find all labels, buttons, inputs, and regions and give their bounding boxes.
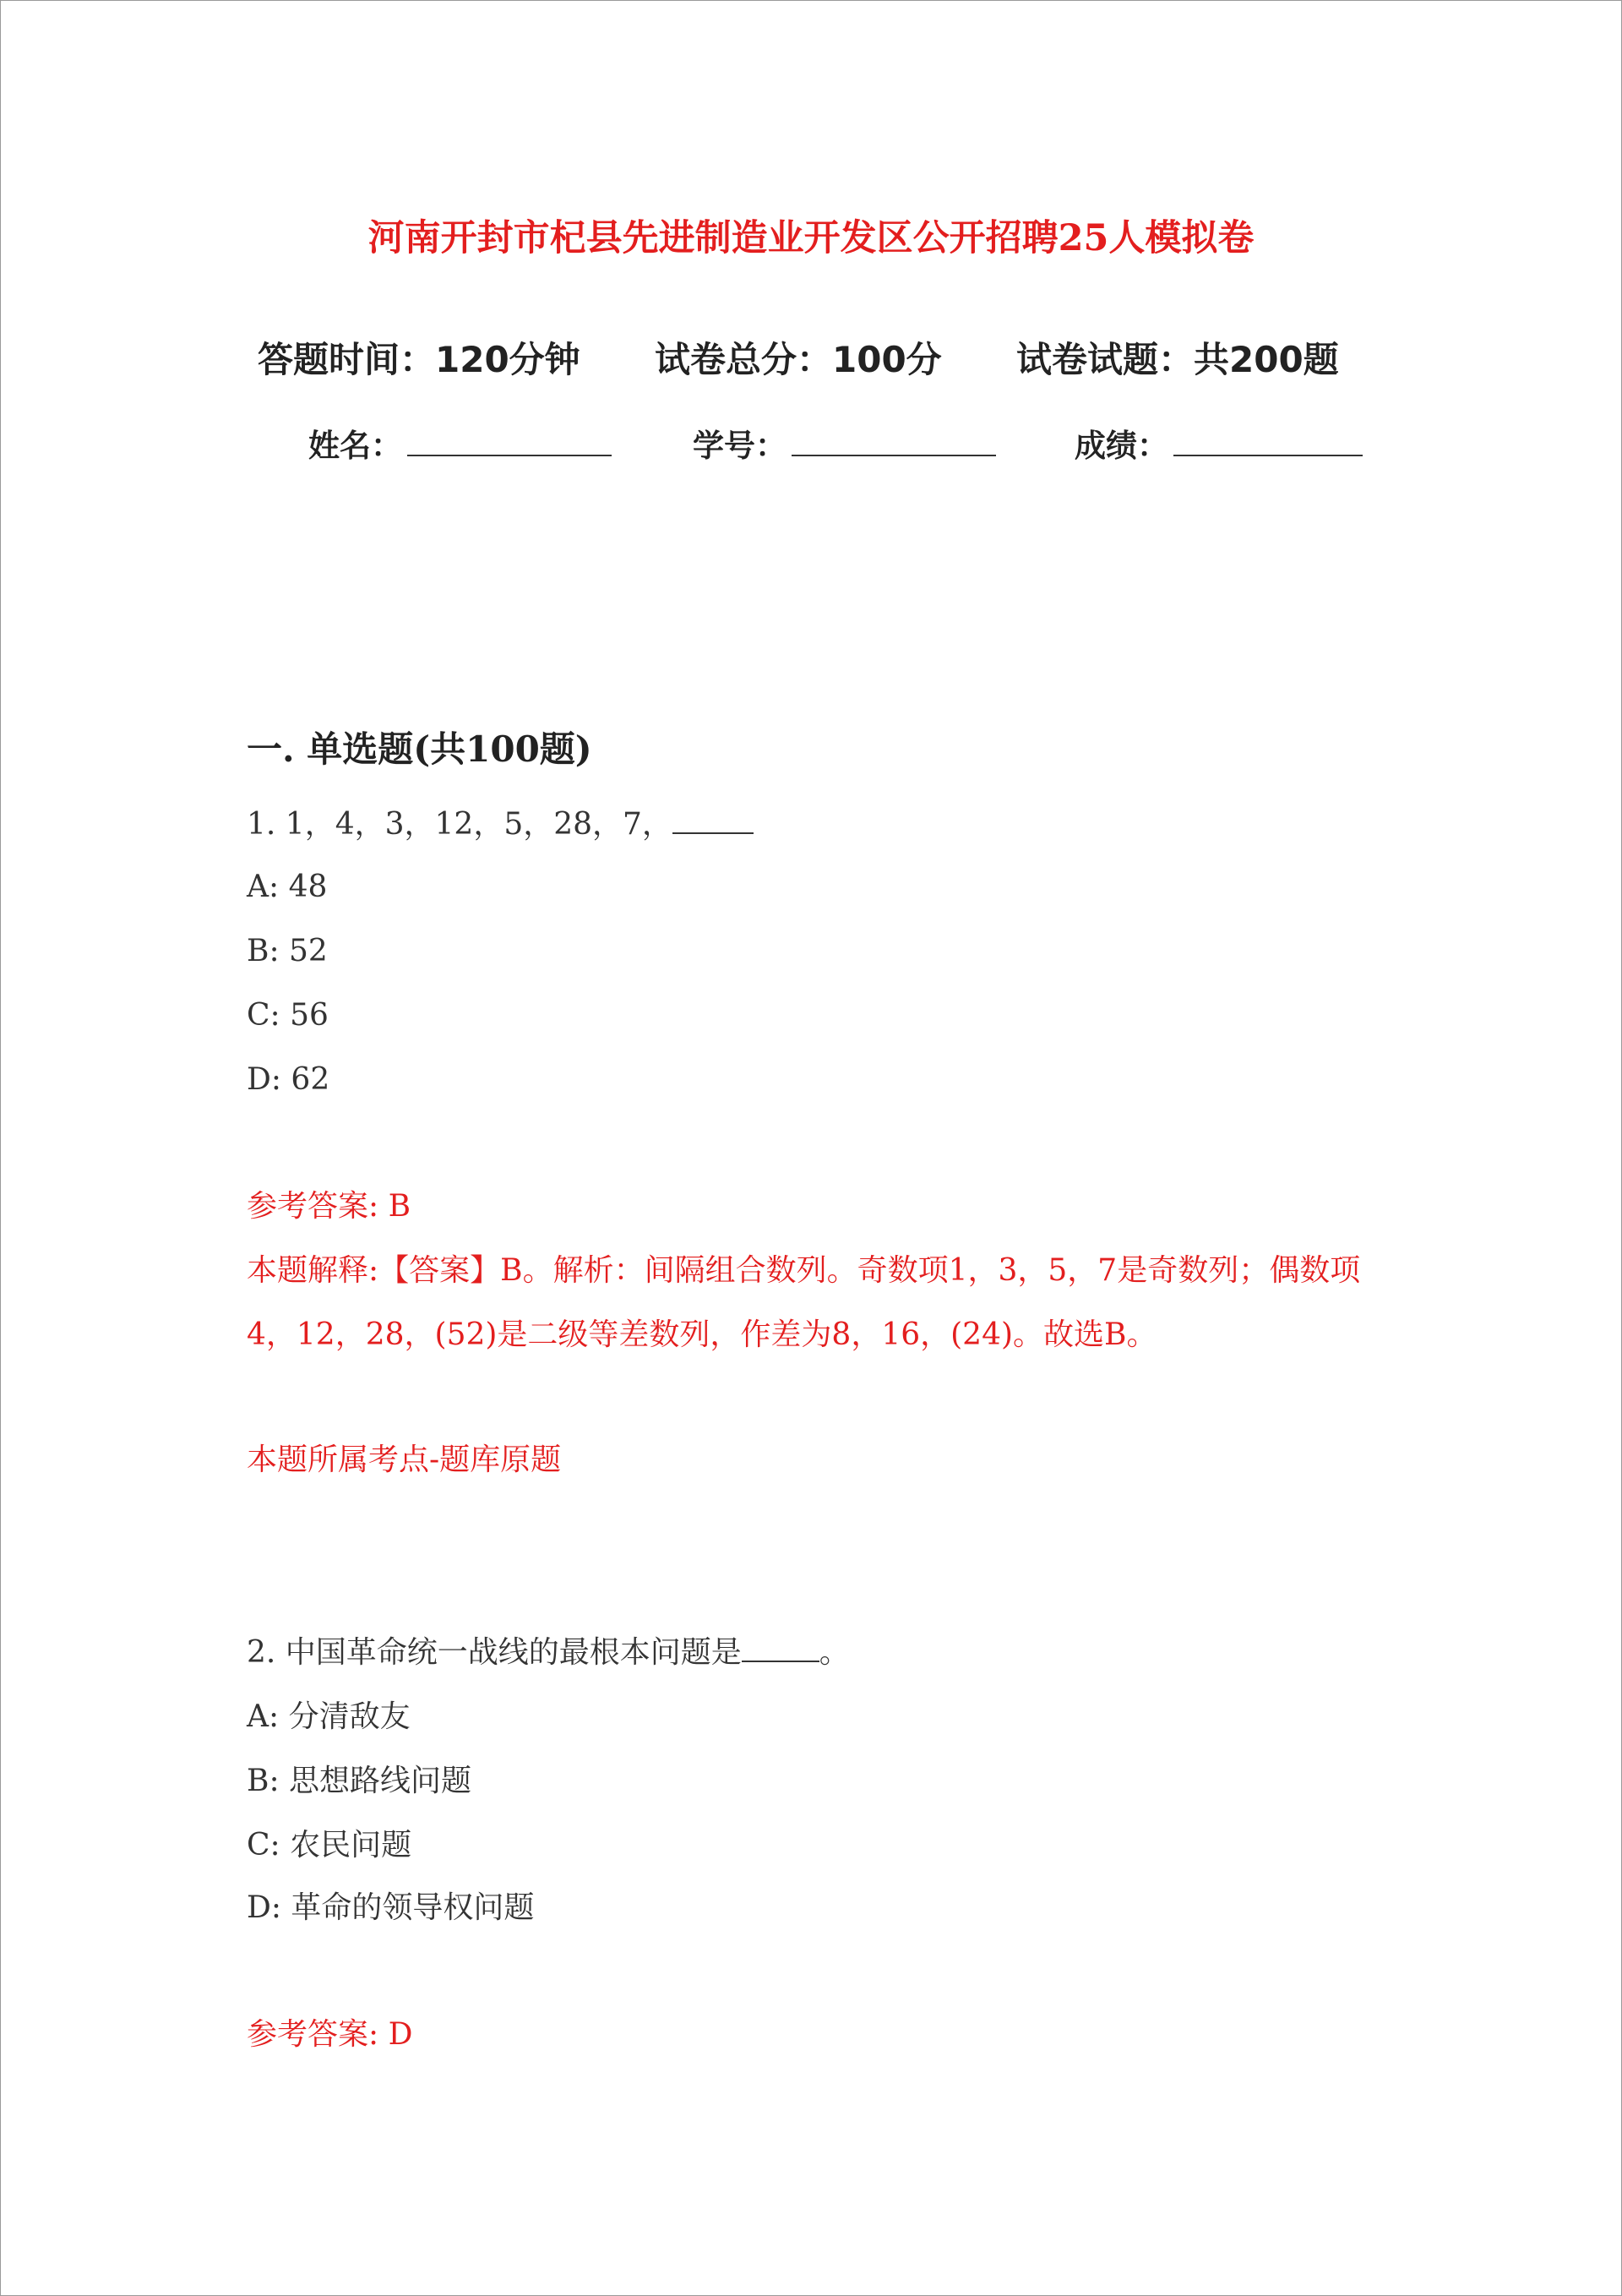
exam-duration: 答题时间：120分钟 xyxy=(258,339,580,380)
exam-title: 河南开封市杞县先进制造业开发区公开招聘25人模拟卷 xyxy=(367,217,1255,259)
name-field xyxy=(308,423,612,470)
question-1-option-a: A: 48 xyxy=(247,870,328,904)
name-blank[interactable] xyxy=(407,429,612,456)
question-1-topic: 本题所属考点-题库原题 xyxy=(247,1442,562,1477)
question-2-option-a: A: 分清敌友 xyxy=(247,1699,411,1734)
question-1-option-c: C: 56 xyxy=(247,998,329,1033)
question-2-stem-text: 2. 中国革命统一战线的最根本问题是 xyxy=(247,1635,742,1670)
question-2-stem xyxy=(247,1631,850,1675)
student-id-label: 学号： xyxy=(693,428,787,464)
question-1-stem-text: 1. 1，4，3，12，5，28，7， xyxy=(247,807,672,842)
question-2-answer: 参考答案: D xyxy=(247,2017,413,2052)
student-id-blank[interactable] xyxy=(792,429,996,456)
exam-question-count: 试卷试题：共200题 xyxy=(1016,339,1339,380)
question-1-explanation: 本题解释:【答案】B。解析：间隔组合数列。奇数项1，3，5，7是奇数列；偶数项4，12，28，(52)是二级等差数列，作差为8，16，(24)。故选B。 xyxy=(247,1253,1361,1352)
question-1-stem xyxy=(247,803,754,847)
question-2-option-d: D: 革命的领导权问题 xyxy=(247,1890,535,1925)
score-field xyxy=(1075,423,1363,470)
score-blank[interactable] xyxy=(1173,429,1363,456)
section-title: 一. 单选题(共100题) xyxy=(247,728,592,770)
question-1-option-d: D: 62 xyxy=(247,1062,330,1097)
question-2-stem-end: 。 xyxy=(819,1635,850,1670)
question-1-answer: 参考答案: B xyxy=(247,1189,411,1224)
question-2-option-b: B: 思想路线问题 xyxy=(247,1764,472,1798)
score-label: 成绩： xyxy=(1075,428,1168,464)
name-label: 姓名： xyxy=(308,428,402,464)
exam-total-score: 试卷总分：100分 xyxy=(655,339,942,380)
question-1-blank xyxy=(672,807,754,834)
question-2-blank xyxy=(742,1635,819,1662)
question-1-option-b: B: 52 xyxy=(247,934,328,968)
student-id-field xyxy=(693,423,996,470)
question-2-option-c: C: 农民问题 xyxy=(247,1828,412,1862)
